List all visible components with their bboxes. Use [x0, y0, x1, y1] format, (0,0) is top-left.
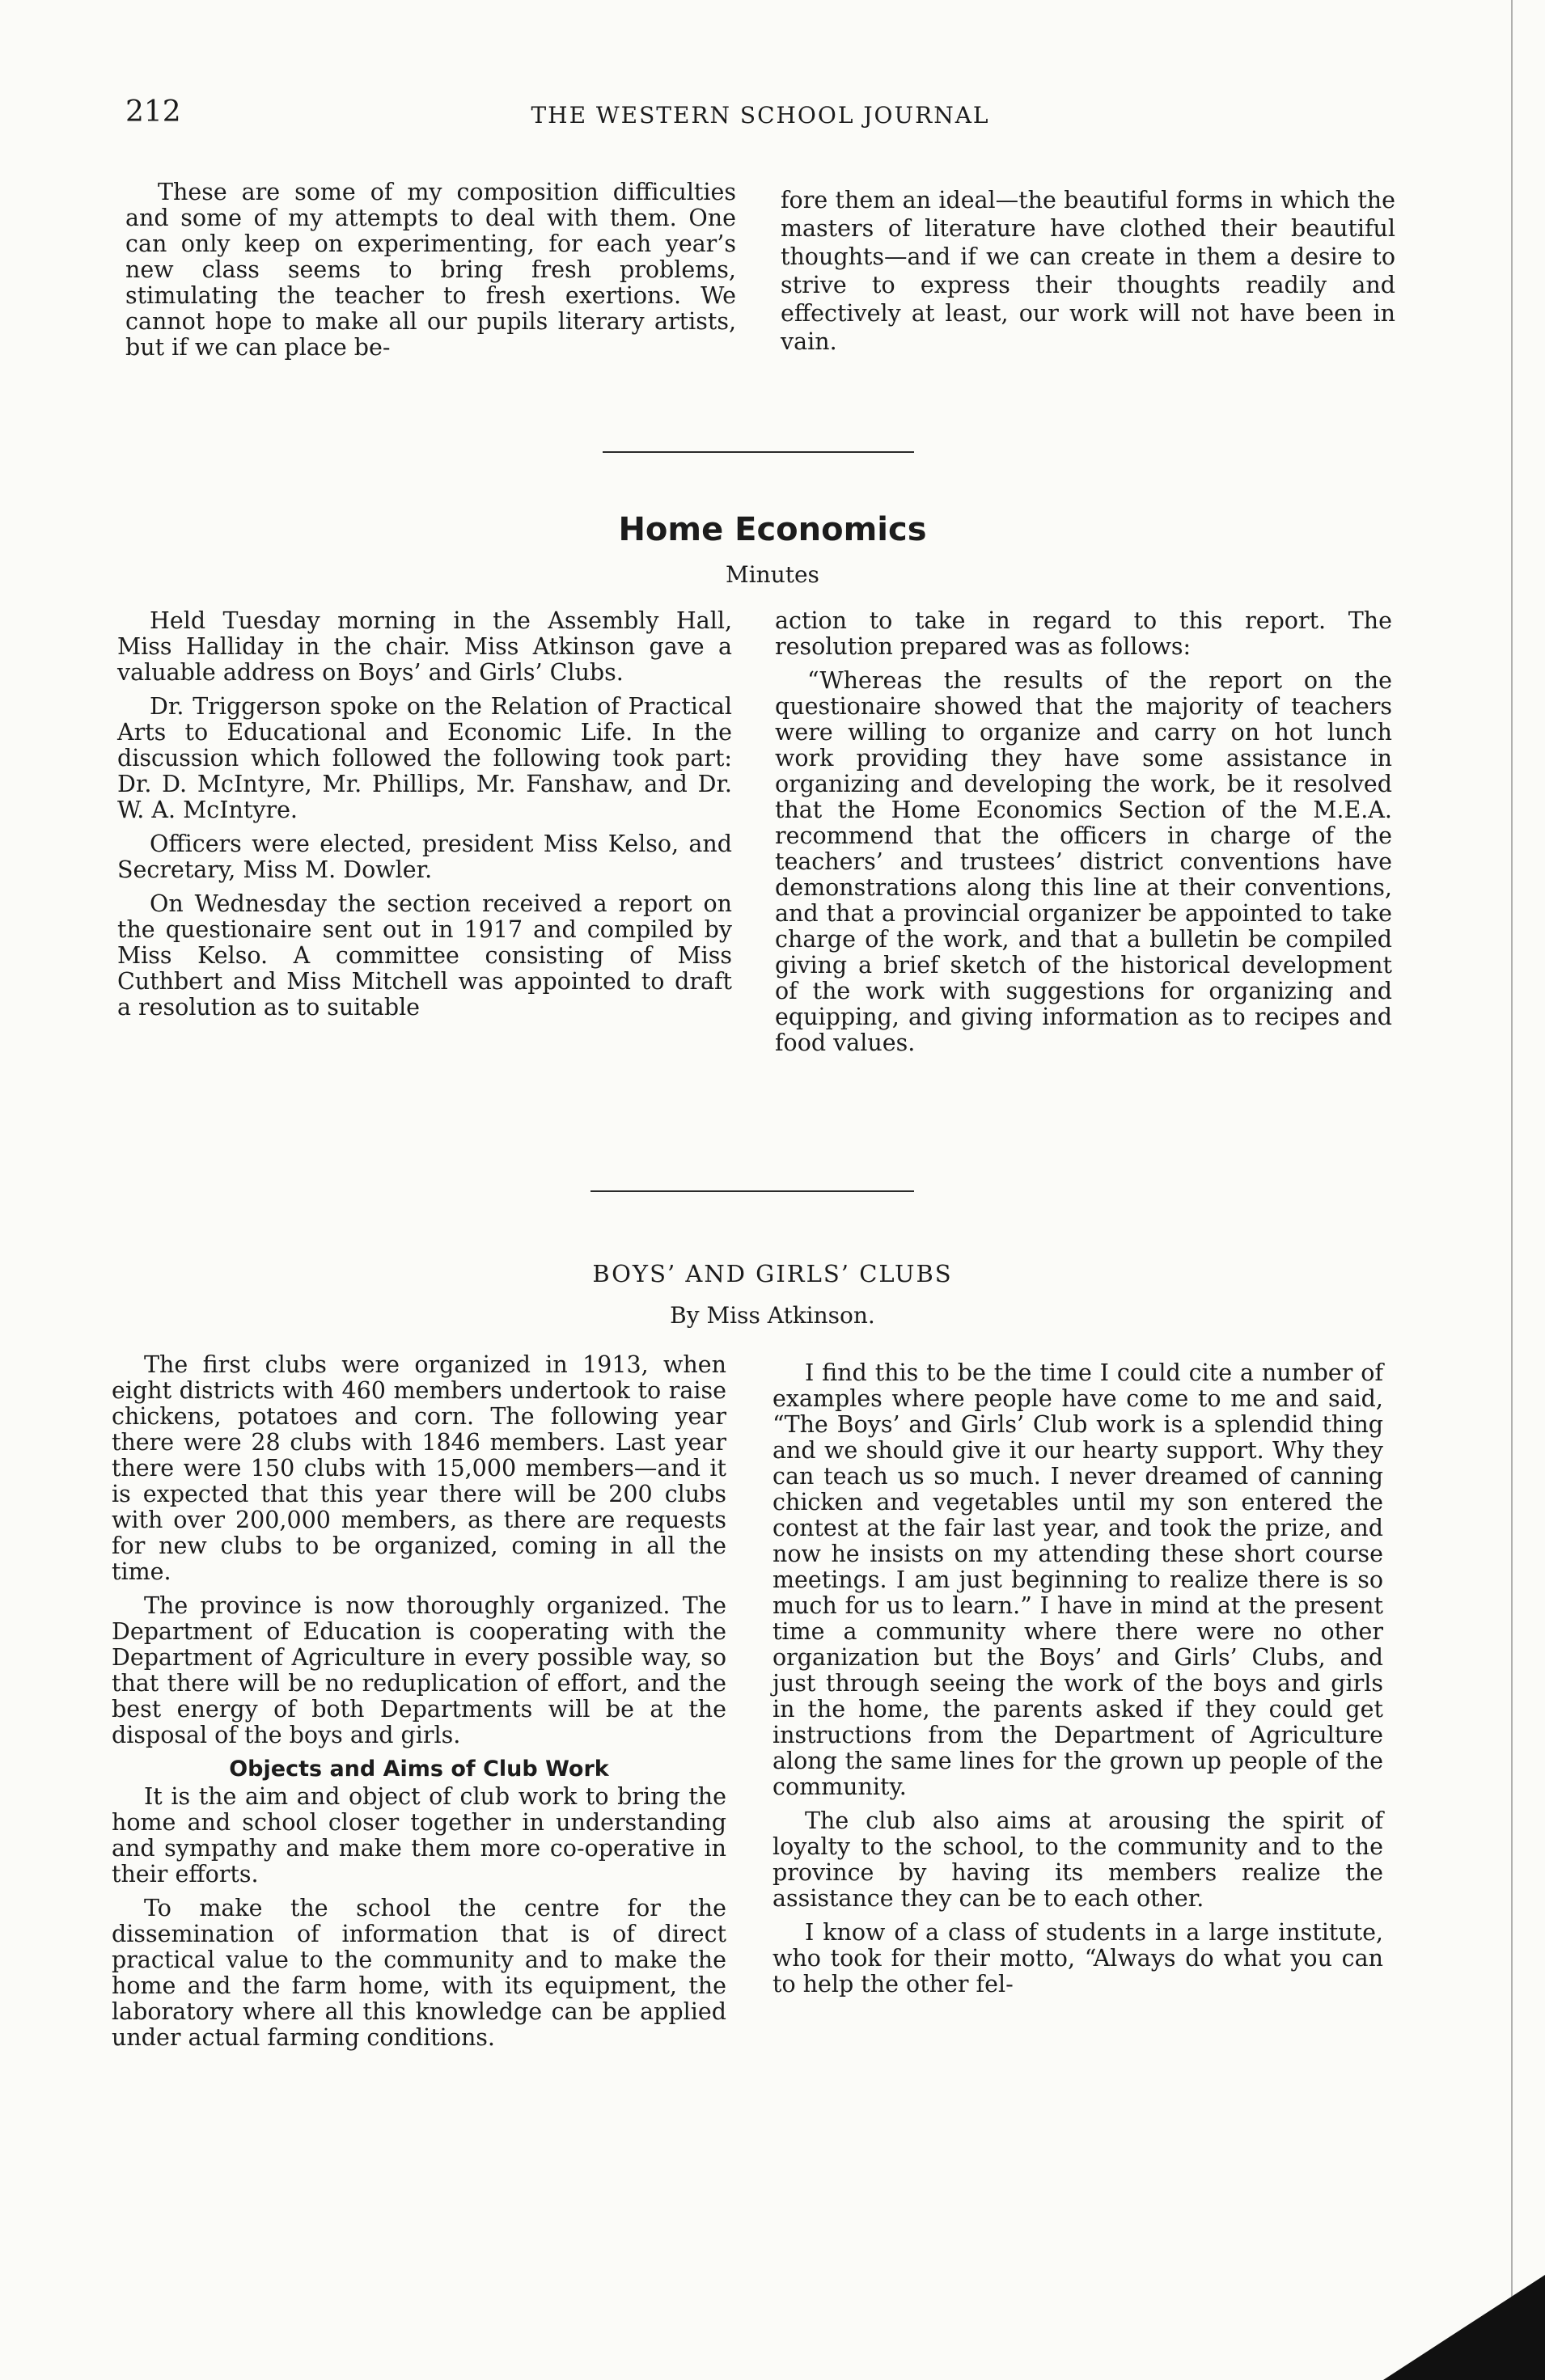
paragraph: Officers were elected, president Miss Kelso, and Secretary, Miss M. Dowler. — [117, 831, 732, 883]
page-number: 212 — [125, 95, 181, 129]
section-divider — [590, 1190, 914, 1192]
intro-right-text: fore them an ideal—the beautiful forms in which the masters of literature have clothed their beautiful thoughts—and if we can create in them a desire to strive to express their thoughts readily and effectively at least, our work will not have been in vain. — [781, 187, 1395, 355]
home-economics-right-column — [775, 608, 1392, 1064]
paragraph: The province is now thoroughly organized. The Department of Education is cooperating with the Department of Agriculture in every possible way, so that there will be no reduplication of effort, and the best energy of both Departments will be at the disposal of the boys and girls. — [112, 1592, 726, 1748]
running-title: THE WESTERN SCHOOL JOURNAL — [531, 102, 990, 129]
article-title: BOYS’ AND GIRLS’ CLUBS — [592, 1260, 953, 1287]
scan-edge-line — [1511, 0, 1513, 2380]
paragraph: The first clubs were organized in 1913, when eight districts with 460 members undertook to raise chickens, potatoes and corn. The following year there were 28 clubs with 1846 members. Last year there were 150 clubs with 15,000 members—and it is expected that this year there will be 200 clubs with over 200,000 members, as there are requests for new clubs to be organized, coming in all the time. — [112, 1351, 726, 1585]
page-header — [125, 95, 1395, 136]
intro-left-text: These are some of my composition difficulties and some of my attempts to deal with them. One can only keep on experimenting, for each year’s new class seems to bring fresh problems, stimulating the teacher to fresh exertions. We cannot hope to make all our pupils literary artists, but if we can place be- — [125, 179, 736, 361]
section-divider — [603, 451, 914, 453]
home-economics-subtitle: Minutes — [726, 561, 819, 588]
paragraph: On Wednesday the section received a report on the questionaire sent out in 1917 and compiled by Miss Kelso. A committee consisting of Miss Cuthbert and Miss Mitchell was appointed to draft a resolution as to suitable — [117, 890, 732, 1021]
intro-left-column — [125, 180, 736, 369]
home-economics-title: Home Economics — [618, 511, 927, 548]
paragraph: It is the aim and object of club work to bring the home and school closer together in understanding and sympathy and make them more co-operative in their efforts. — [112, 1783, 726, 1888]
article-byline: By Miss Atkinson. — [670, 1302, 875, 1329]
clubs-left-column — [112, 1352, 726, 2059]
clubs-right-column — [772, 1360, 1383, 2006]
subheading: Objects and Aims of Club Work — [229, 1756, 609, 1782]
intro-right-column — [781, 186, 1395, 364]
home-economics-left-column — [117, 608, 732, 1029]
paragraph: The club also aims at arousing the spirit of loyalty to the school, to the community and to the province by having its members realize the assistance they can be to each other. — [772, 1807, 1383, 1912]
paragraph: I find this to be the time I could cite a number of examples where people have come to me and said, “The Boys’ and Girls’ Club work is a splendid thing and we should give it our hearty support. Why they can teach us so much. I never dreamed of canning chicken and vegetables until my son entered the contest at the fair last year, and took the prize, and now he insists on my attending these short course meetings. I am just beginning to realize there is so much for us to learn.” I have in mind at the present time a community where there were no other organization but the Boys’ and Girls’ Clubs, and just through seeing the work of the boys and girls in the home, the parents asked if they could get instructions from the Department of Agriculture along the same lines for the grown up people of the community. — [772, 1359, 1383, 1800]
paragraph: “Whereas the results of the report on the questionaire showed that the majority of teachers were willing to organize and carry on hot lunch work providing they have some assistance in organizing and developing the work, be it resolved that the Home Economics Section of the M.E.A. recommend that the officers in charge of the teachers’ and trustees’ district conventions have demonstrations along this line at their conventions, and that a provincial organizer be appointed to take charge of the work, and that a bulletin be compiled giving a brief sketch of the historical development of the work with suggestions for organizing and equipping, and giving information as to recipes and food values. — [775, 667, 1392, 1056]
page-corner-mark — [1383, 2275, 1545, 2380]
paragraph: action to take in regard to this report. The resolution prepared was as follows: — [775, 607, 1392, 660]
paragraph: Dr. Triggerson spoke on the Relation of Practical Arts to Educational and Economic Life. In the discussion which followed the following took part: Dr. D. McIntyre, Mr. Phillips, Mr. Fanshaw, and Dr. W. A. McIntyre. — [117, 693, 732, 823]
paragraph: I know of a class of students in a large institute, who took for their motto, “Always do what you can to help the other fel- — [772, 1919, 1383, 1997]
paragraph: Held Tuesday morning in the Assembly Hall, Miss Halliday in the chair. Miss Atkinson gave a valuable address on Boys’ and Girls’ Clubs. — [117, 607, 732, 686]
paragraph: To make the school the centre for the dissemination of information that is of direct practical value to the community and to make the home and the farm home, with its equipment, the laboratory where all this knowledge can be applied under actual farming conditions. — [112, 1895, 726, 2051]
